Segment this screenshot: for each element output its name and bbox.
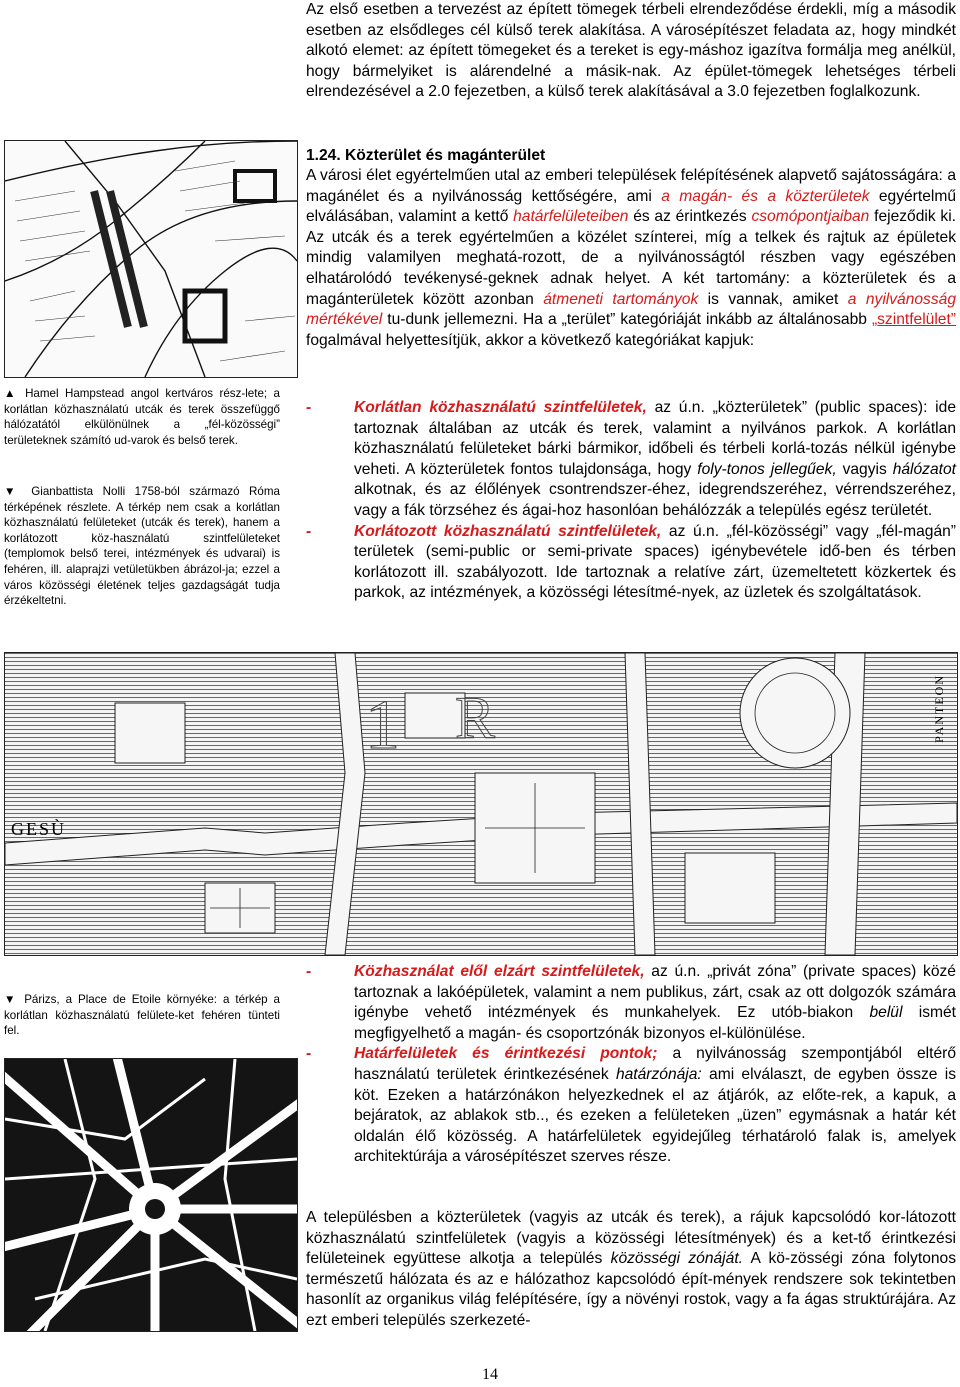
caption-paris: ▼ Párizs, a Place de Etoile környéke: a térkép a korlátlan közhasználatú felülete-ket fehéren tünteti fel. <box>4 993 280 1038</box>
bullet-label: Határfelületek és érintkezési pontok; <box>354 1045 658 1063</box>
paris-etoile-map <box>4 1058 298 1332</box>
emph-boundary: határfelületeiben <box>513 208 629 226</box>
svg-text:1: 1 <box>365 687 400 764</box>
nolli-rome-map <box>4 652 958 956</box>
map-label-pantheon: PANTEON <box>932 674 946 743</box>
emph-level-surface: „szintfelület” <box>871 311 956 329</box>
list-item: - Korlátozott közhasználatú szintfelületek, az ú.n. „fél-közösségi” vagy „fél-magán” területek (semi-public or semi-private spaces) igénybevétele idő-ben és térben korlátozott ill. szabályozott. Ide tartoznak a relatíve zárt, üzemeltetett közkertek és parkok, az intézmények, a közösségi létesítmé-nyek, az üzletek és szolgáltatások. <box>306 522 956 602</box>
triangle-down-icon: ▼ <box>4 993 19 1006</box>
bullet-list-bottom <box>306 962 956 1168</box>
list-item: - Határfelületek és érintkezési pontok; a nyilvánosság szempontjából eltérő használatú területek érintkezésének határzónája: ami elválaszt, de egyben össze is köt. Ezeken a határzónákon helyezkednek el az átjárók, az előte-rek, a kapuk, a bejáratok, az ablakok stb.., és ezeken a felületeken „üzen” egymásnak a határ két oldalán élő közösség. A határfelületek egyidejűleg térhatároló falak is, amelyek architektúrája a városépítészet szerves része. <box>306 1045 957 1166</box>
emph-publicness: a nyilvánosság mértékével <box>306 290 956 329</box>
map-label-gesu: GESÙ <box>11 819 67 839</box>
section-title: 1.24. Közterület és magánterület <box>306 147 546 164</box>
page-number: 14 <box>482 1366 498 1383</box>
triangle-up-icon: ▲ <box>4 387 19 400</box>
emph-public-private: a magán- és a közterületek <box>661 187 870 205</box>
emph-transitional: átmeneti tartományok <box>543 290 699 308</box>
bullet-label: Korlátlan közhasználatú szintfelületek, <box>354 399 647 416</box>
emph-nodes: csomópontjaiban <box>751 208 870 226</box>
bullet-label: Közhasználat elől elzárt szintfelületek, <box>354 963 645 980</box>
intro-paragraph: Az első esetben a tervezést az épített tömegek térbeli elrendeződése érdekli, míg a második esetben az elsődleges cél külső terek alakítása. A városépítészet feladata az, hogy mindkét alkotó elemet: az épített tömegeket és a tereket is egy-máshoz igazítva formálja meg anélkül, hogy bármelyiket is alárendelné a másik-nak. Az épület-tömegek lehetséges térbeli elrendezésével a 2.0 fejezetben, a külső terek alakításával a 3.0 fejezetben foglalkozunk. <box>306 1 956 101</box>
svg-text:R: R <box>455 685 496 751</box>
section-paragraph: A városi élet egyértelműen utal az emberi települések felépítésének alapvető sajátosságára: a magánélet és a nyilvánosság kettőségére, ami a magán- és a közterületek egyértelmű elválásában, valamint a kettő határfelületeiben és az érintkezés csomópontjaiban fejeződik ki. Az utcák és a terek egyértelműen a közélet színterei, míg a telkek és rajtuk az épületek mindig valamilyen meghatá-rozott, de a nyilvánosságtól részben vagy egészében elhatárolódó tevékenysé-geknek adnak helyet. A két tartomány: a közterületek és a magánterületek között azonban átmeneti tartományok is vannak, amiket a nyilvánosság mértékével tu-dunk jellemezni. Ha a „terület” kategóriáját inkább az általánosabb „szintfelület” fogalmával helyettesítjük, akkor a következő kategóriákat kapjuk: <box>306 167 957 349</box>
list-item: - Közhasználat elől elzárt szintfelületek, az ú.n. „privát zóna” (private spaces) közé tartoznak a lakóépületek, valamint a nem publikus, zárt, csak az ott dolgozók számára igénybe vehető intézmények és munkahelyek. Ez utób-biakon belül ismét megfigyelhető a magán- és csoportzónák bizonyos el-különülése. <box>306 963 956 1042</box>
hampstead-map <box>4 140 298 378</box>
bullet-label: Korlátozott közhasználatú szintfelületek, <box>354 522 662 540</box>
list-item: - Korlátlan közhasználatú szintfelületek, az ú.n. „közterületek” (public spaces): ide tartoznak általában az utcák és terek, valamint a nyilvános parkok. A korlátlan közhasználatú felületeket bárki bármikor, időbeli és térbeli korlá-tozás nélkül igénybe veheti. A közterületek fontos tulajdonsága, hogy foly-tonos jellegűek, vagyis hálózatot alkotnak, és az élőlények csontrendszer-éhez, idegrendszeréhez, vérrendszeréhez, vagy a fák törzséhez és ágai-hoz hasonlóan behálózzák a település egész területét. <box>306 399 956 519</box>
closing-paragraph: A településben a közterületek (vagyis az utcák és terek), a rájuk kapcsolódó kor-látozott közhasználatú szintfelületek (vagyis a közösségi létesítmények) és a ket-tő érintkezési felületeinek együttese alkotja a település közösségi zónáját. A kö-zösségi zóna folytonos természetű hálózata és az e hálózathoz kapcsolódó épít-mények rendszere sok tekintetben hasonlít az organikus világ felépítésére, így a növényi rostok, vagy a fa ágas struktúrájára. Az ezt emberi település szerkezeté- <box>306 1209 957 1329</box>
caption-hampstead: ▲ Hamel Hampstead angol kertváros rész-lete; a korlátlan közhasználatú utcák és terek összefüggő hálózatától elkülönülnek a „fél-közösségi” területeknek számító ud-varok és belső terek. <box>4 387 280 447</box>
caption-nolli: ▼ Gianbattista Nolli 1758-ból származó Róma térképének részlete. A térkép nem csak a korlátlan közhasználatú felületeket (utcák és terek), hanem a korlátozott köz-használatú szintfelületeket (templomok belső terei, intézmények és udvarai) is fehéren, ill. alaprajzi vetületükben ábrázol-ja; ezzel a város közösségi életének teljes gazdagságát tudja érzékeltetni. <box>4 485 280 608</box>
triangle-down-icon: ▼ <box>4 485 22 498</box>
bullet-list-top <box>306 398 956 604</box>
